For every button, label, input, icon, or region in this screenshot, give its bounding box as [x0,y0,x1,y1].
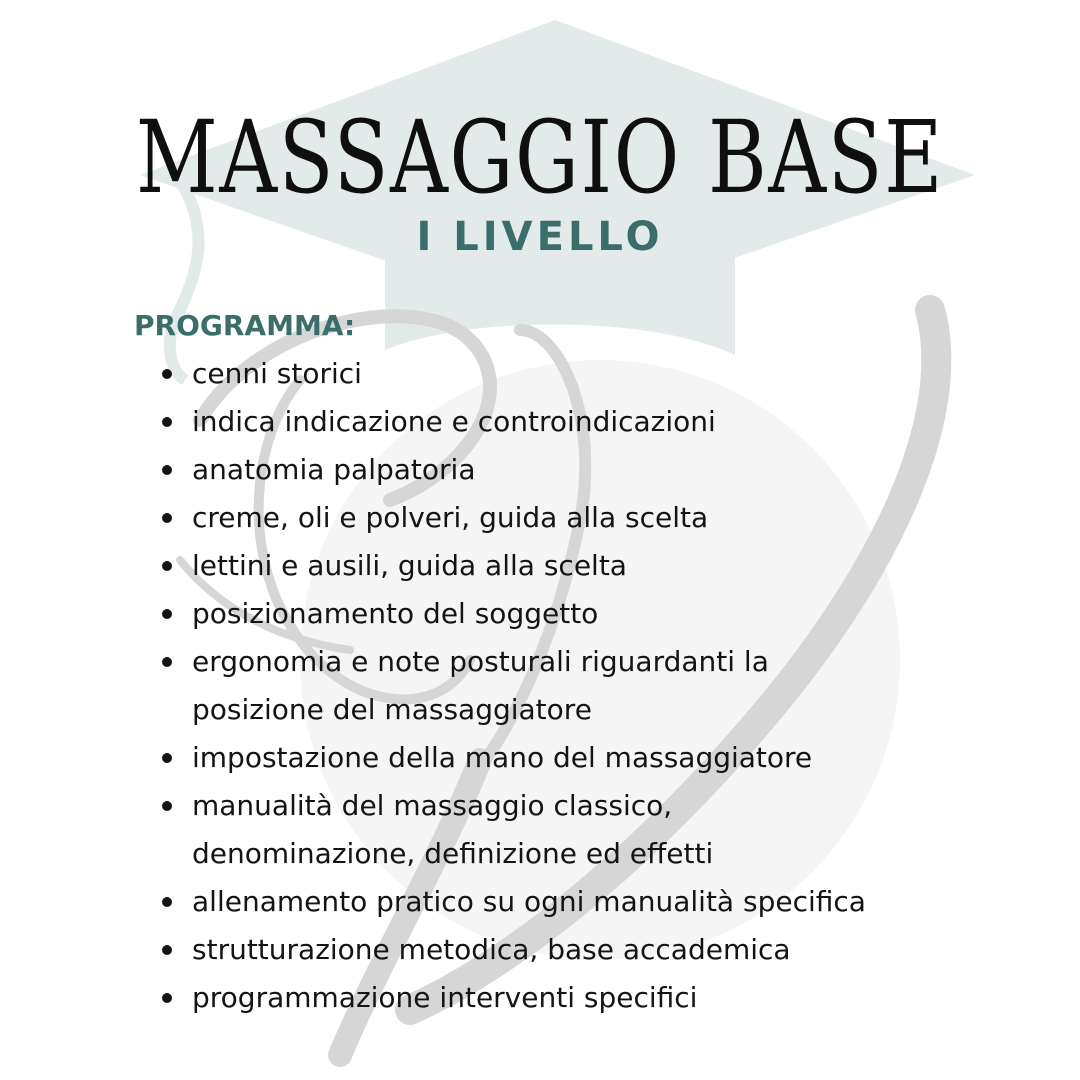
program-list [160,350,960,1022]
bullet-icon [162,609,172,619]
bullet-icon [162,657,172,667]
bullet-icon [162,513,172,523]
list-item-text: strutturazione metodica, base accademica [192,933,791,966]
list-item [160,542,960,590]
list-item [160,590,960,638]
list-item [160,878,960,926]
program-heading: PROGRAMMA: [134,309,356,342]
list-item-text: creme, oli e polveri, guida alla scelta [192,501,709,534]
list-item [160,350,960,398]
bullet-icon [162,369,172,379]
list-item-text: manualità del massaggio classico, denominazione, definizione ed effetti [192,789,714,870]
bullet-icon [162,945,172,955]
list-item-text: anatomia palpatoria [192,453,476,486]
list-item [160,494,960,542]
bullet-icon [162,561,172,571]
list-item-text: ergonomia e note posturali riguardanti la posizione del massaggiatore [192,645,769,726]
list-item-text: allenamento pratico su ogni manualità specifica [192,885,866,918]
level-subtitle: I LIVELLO [416,214,664,260]
list-item-text: programmazione interventi specifici [192,981,698,1014]
list-item [160,782,960,878]
bullet-icon [162,993,172,1003]
list-item [160,974,960,1022]
list-item-text: cenni storici [192,357,362,390]
bullet-icon [162,897,172,907]
page-title: MASSAGGIO BASE [135,99,945,216]
list-item-text: lettini e ausili, guida alla scelta [192,549,627,582]
list-item-text: impostazione della mano del massaggiatore [192,741,813,774]
list-item [160,638,960,734]
list-item [160,398,960,446]
bullet-icon [162,801,172,811]
bullet-icon [162,417,172,427]
list-item [160,446,960,494]
list-item [160,734,960,782]
bullet-icon [162,465,172,475]
list-item-text: posizionamento del soggetto [192,597,599,630]
list-item-text: indica indicazione e controindicazioni [192,405,716,438]
bullet-icon [162,753,172,763]
list-item [160,926,960,974]
